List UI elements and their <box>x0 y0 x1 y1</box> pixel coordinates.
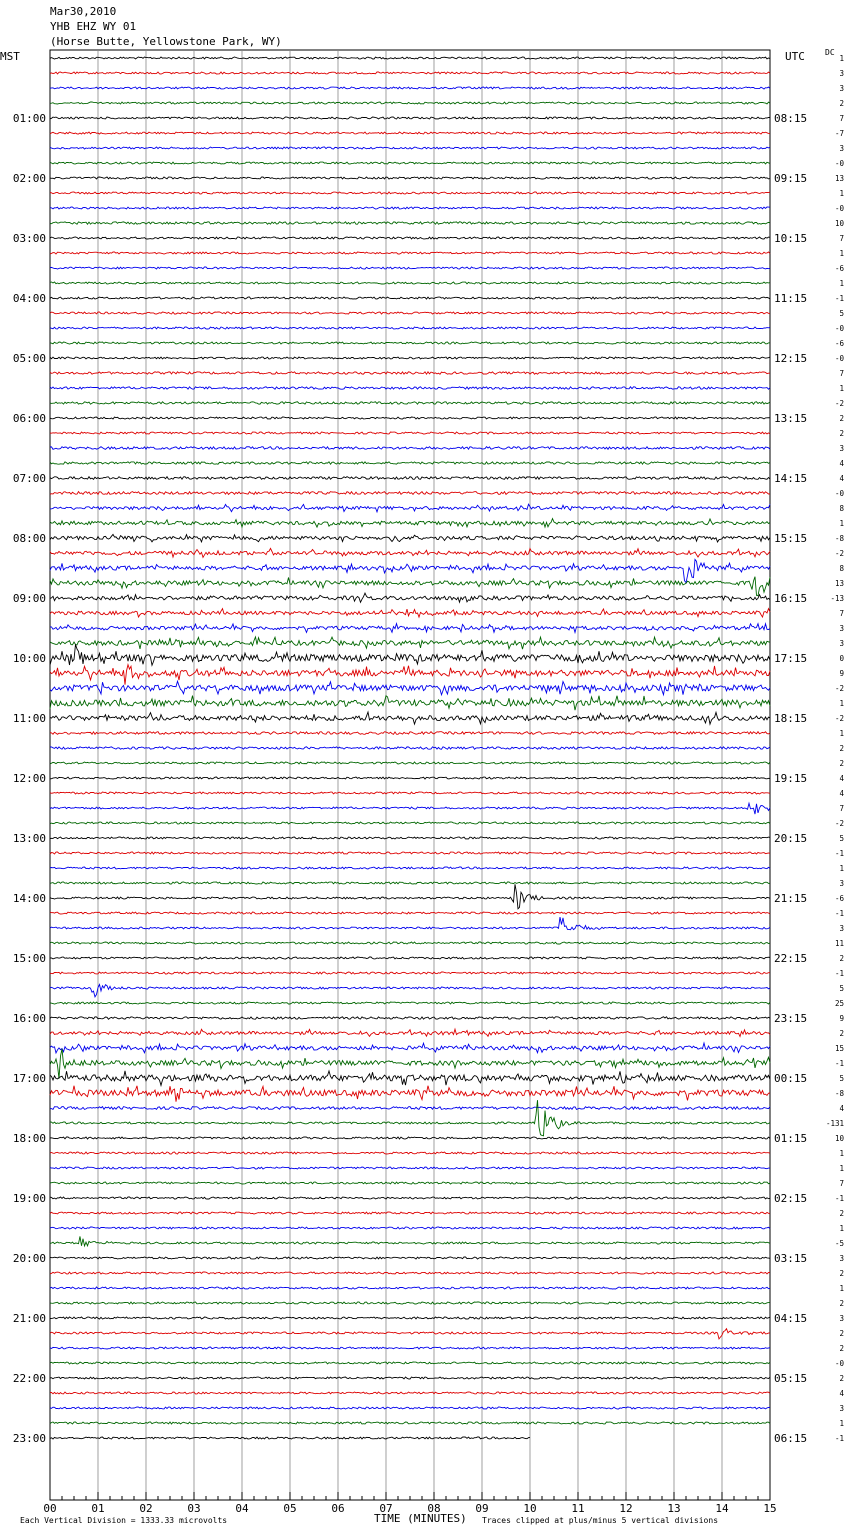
dc-offset-value: 2 <box>839 414 844 423</box>
seismic-trace <box>50 1362 770 1364</box>
hour-label-utc: 20:15 <box>774 832 808 845</box>
dc-offset-value: 3 <box>839 69 844 78</box>
seismic-trace <box>50 312 770 314</box>
x-tick-label: 06 <box>331 1502 345 1515</box>
x-tick-label: 07 <box>379 1502 393 1515</box>
hour-label-mst: 19:00 <box>12 1192 46 1205</box>
seismic-trace <box>50 162 770 164</box>
x-tick-label: 04 <box>235 1502 249 1515</box>
dc-offset-value: -1 <box>834 969 844 978</box>
dc-offset-value: -2 <box>834 714 844 723</box>
x-tick-label: 00 <box>43 1502 57 1515</box>
seismic-trace <box>50 696 770 711</box>
dc-offset-value: 5 <box>839 1074 844 1083</box>
seismic-trace <box>50 1347 770 1349</box>
seismic-trace <box>50 867 770 869</box>
x-tick-label: 03 <box>187 1502 201 1515</box>
seismic-trace <box>50 462 770 464</box>
hour-label-utc: 16:15 <box>774 592 808 605</box>
dc-offset-value: 2 <box>839 99 844 108</box>
dc-offset-value: 3 <box>839 924 844 933</box>
x-tick-label: 08 <box>427 1502 441 1515</box>
left-time-labels <box>13 112 46 1445</box>
dc-offset-value: -1 <box>834 909 844 918</box>
dc-offset-value: -1 <box>834 1434 844 1443</box>
hour-label-mst: 06:00 <box>12 412 46 425</box>
hour-label-utc: 09:15 <box>774 172 808 185</box>
dc-offset-value: 1 <box>839 1149 844 1158</box>
station-code: YHB EHZ WY 01 <box>50 20 137 33</box>
seismic-trace <box>50 732 770 735</box>
dc-offset-value: 0 <box>839 654 844 663</box>
seismic-trace <box>50 177 770 179</box>
x-tick-label: 05 <box>283 1502 297 1515</box>
dc-offset-value: 8 <box>839 564 844 573</box>
seismic-trace <box>50 1272 770 1274</box>
seismic-trace <box>50 387 770 389</box>
hour-label-utc: 03:15 <box>774 1252 808 1265</box>
seismic-trace <box>50 297 770 299</box>
dc-offset-value: 1 <box>839 519 844 528</box>
dc-offset-value: 4 <box>839 1104 844 1113</box>
dc-offset-value: 2 <box>839 1209 844 1218</box>
hour-label-utc: 19:15 <box>774 772 808 785</box>
seismic-trace <box>50 237 770 239</box>
seismic-trace <box>50 222 770 224</box>
dc-offset-value: -2 <box>834 684 844 693</box>
hour-label-mst: 08:00 <box>12 532 46 545</box>
dc-offset-value: 2 <box>839 1344 844 1353</box>
seismic-trace <box>50 644 770 665</box>
clip-note: Traces clipped at plus/minus 5 vertical divisions <box>482 1516 719 1525</box>
dc-offset-value: 1 <box>839 729 844 738</box>
dc-offset-value: 3 <box>839 879 844 888</box>
dc-offset-value: -1 <box>834 849 844 858</box>
seismic-trace <box>50 957 770 959</box>
dc-offset-value: 7 <box>839 804 844 813</box>
seismic-trace <box>50 884 770 909</box>
dc-offset-value: 4 <box>839 774 844 783</box>
dc-offset-value: 4 <box>839 1389 844 1398</box>
seismic-trace <box>50 492 770 495</box>
hour-label-utc: 00:15 <box>774 1072 808 1085</box>
dc-offset-value: 1 <box>839 189 844 198</box>
x-tick-label: 02 <box>139 1502 153 1515</box>
dc-header-label: DC <box>825 48 835 57</box>
x-tick-label: 12 <box>619 1502 633 1515</box>
dc-offset-value: 1 <box>839 699 844 708</box>
x-tick-label: 10 <box>523 1502 537 1515</box>
seismic-trace <box>50 593 770 602</box>
hour-label-mst: 12:00 <box>12 772 46 785</box>
seismic-trace <box>50 624 770 633</box>
hour-label-mst: 05:00 <box>12 352 46 365</box>
x-tick-label: 14 <box>715 1502 729 1515</box>
hour-label-utc: 11:15 <box>774 292 808 305</box>
dc-offset-value: 1 <box>839 249 844 258</box>
dc-offset-value: 9 <box>839 669 844 678</box>
x-tick-label: 13 <box>667 1502 681 1515</box>
hour-label-utc: 21:15 <box>774 892 808 905</box>
hour-label-utc: 06:15 <box>774 1432 808 1445</box>
seismic-trace <box>50 282 770 284</box>
x-tick-label: 01 <box>91 1502 105 1515</box>
hour-label-mst: 14:00 <box>12 892 46 905</box>
hour-label-mst: 18:00 <box>12 1132 46 1145</box>
dc-offset-value: -6 <box>834 264 844 273</box>
dc-offset-value: -131 <box>825 1119 844 1128</box>
scale-note: Each Vertical Division = 1333.33 microvolts <box>20 1516 228 1525</box>
dc-offset-value: -6 <box>834 339 844 348</box>
dc-offset-value: -0 <box>834 354 844 363</box>
seismic-trace <box>50 559 770 582</box>
seismic-trace <box>50 1002 770 1004</box>
dc-offset-value: 1 <box>839 1224 844 1233</box>
dc-offset-value: 1 <box>839 279 844 288</box>
seismic-trace <box>50 117 770 119</box>
seismic-trace <box>50 342 770 344</box>
dc-offset-value: -6 <box>834 894 844 903</box>
dc-offset-value: -8 <box>834 534 844 543</box>
seismic-trace <box>50 747 770 749</box>
seismic-trace <box>50 132 770 134</box>
seismic-trace <box>50 519 770 528</box>
seismic-trace <box>50 1422 770 1424</box>
seismic-trace <box>50 837 770 839</box>
dc-offset-value: 3 <box>839 444 844 453</box>
seismic-trace <box>50 432 770 434</box>
seismic-trace <box>50 665 770 685</box>
seismic-trace <box>50 87 770 89</box>
x-axis-title: TIME (MINUTES) <box>374 1512 467 1525</box>
dc-offset-value: 3 <box>839 1314 844 1323</box>
seismic-trace <box>50 1167 770 1169</box>
seismic-trace <box>50 147 770 149</box>
seismic-trace <box>50 267 770 269</box>
hour-label-mst: 20:00 <box>12 1252 46 1265</box>
seismic-trace <box>50 1049 770 1079</box>
hour-label-mst: 09:00 <box>12 592 46 605</box>
seismic-trace <box>50 1329 770 1339</box>
seismic-trace <box>50 972 770 974</box>
dc-offset-value: 15 <box>834 1044 844 1053</box>
hour-label-mst: 23:00 <box>12 1432 46 1445</box>
seismic-trace <box>50 1377 770 1379</box>
seismic-trace <box>50 402 770 404</box>
seismic-trace <box>50 417 770 419</box>
hour-label-mst: 16:00 <box>12 1012 46 1025</box>
seismic-trace <box>50 577 770 596</box>
seismic-trace <box>50 912 770 914</box>
seismic-trace <box>50 882 770 884</box>
seismic-trace <box>50 681 770 695</box>
dc-offset-value: 2 <box>839 1299 844 1308</box>
hour-label-utc: 22:15 <box>774 952 808 965</box>
hour-label-mst: 15:00 <box>12 952 46 965</box>
dc-offset-value: -0 <box>834 159 844 168</box>
dc-offset-value: 2 <box>839 744 844 753</box>
seismic-trace <box>50 57 770 59</box>
hour-label-utc: 04:15 <box>774 1312 808 1325</box>
seismic-trace <box>50 327 770 329</box>
dc-offset-value: 1 <box>839 1164 844 1173</box>
hour-label-utc: 23:15 <box>774 1012 808 1025</box>
dc-offset-value: 2 <box>839 1329 844 1338</box>
dc-offset-value: 2 <box>839 1029 844 1038</box>
x-tick-label: 11 <box>571 1502 585 1515</box>
dc-offset-value: -8 <box>834 1089 844 1098</box>
seismic-trace <box>50 477 770 480</box>
hour-label-mst: 21:00 <box>12 1312 46 1325</box>
hour-label-utc: 15:15 <box>774 532 808 545</box>
seismic-trace <box>50 637 770 649</box>
hour-label-mst: 13:00 <box>12 832 46 845</box>
dc-offset-value: 8 <box>839 504 844 513</box>
seismic-trace <box>50 917 770 930</box>
dc-offset-value: 3 <box>839 1404 844 1413</box>
dc-offset-value: -0 <box>834 204 844 213</box>
left-timezone-label: MST <box>0 50 20 63</box>
hour-label-utc: 01:15 <box>774 1132 808 1145</box>
seismic-trace <box>50 1227 770 1229</box>
dc-offset-value: -0 <box>834 489 844 498</box>
dc-offset-value: 10 <box>834 219 844 228</box>
hour-label-mst: 04:00 <box>12 292 46 305</box>
dc-offset-value: 1 <box>839 1419 844 1428</box>
hour-label-mst: 02:00 <box>12 172 46 185</box>
dc-offset-value: 7 <box>839 369 844 378</box>
seismic-trace <box>50 1043 770 1053</box>
hour-label-mst: 11:00 <box>12 712 46 725</box>
seismic-trace <box>50 357 770 359</box>
hour-label-mst: 17:00 <box>12 1072 46 1085</box>
dc-offset-value: -2 <box>834 549 844 558</box>
dc-offset-value: 13 <box>834 579 844 588</box>
dc-offset-value: 11 <box>834 939 844 948</box>
seismic-trace <box>50 792 770 794</box>
dc-offset-value: 13 <box>834 174 844 183</box>
seismic-trace <box>50 1017 770 1019</box>
dc-offset-value: 2 <box>839 759 844 768</box>
dc-offset-labels <box>826 54 845 1443</box>
seismic-trace <box>50 1086 770 1102</box>
hour-label-utc: 12:15 <box>774 352 808 365</box>
hour-label-mst: 10:00 <box>12 652 46 665</box>
seismic-trace <box>50 504 770 512</box>
dc-offset-value: 7 <box>839 114 844 123</box>
dc-offset-value: 7 <box>839 609 844 618</box>
dc-offset-value: 4 <box>839 474 844 483</box>
seismic-trace <box>50 548 770 557</box>
seismic-trace <box>50 372 770 374</box>
seismic-trace <box>50 609 770 618</box>
dc-offset-value: -1 <box>834 1194 844 1203</box>
dc-offset-value: 7 <box>839 234 844 243</box>
dc-offset-value: 2 <box>839 1269 844 1278</box>
dc-offset-value: 4 <box>839 789 844 798</box>
hour-label-utc: 05:15 <box>774 1372 808 1385</box>
dc-offset-value: -7 <box>834 129 844 138</box>
seismic-trace <box>50 942 770 944</box>
seismic-trace <box>50 1137 770 1139</box>
hour-label-utc: 14:15 <box>774 472 808 485</box>
dc-offset-value: 1 <box>839 864 844 873</box>
dc-offset-value: -1 <box>834 294 844 303</box>
seismic-trace <box>50 1287 770 1289</box>
dc-offset-value: 9 <box>839 1014 844 1023</box>
hour-label-mst: 01:00 <box>12 112 46 125</box>
dc-offset-value: -1 <box>834 1059 844 1068</box>
dc-offset-value: -13 <box>830 594 844 603</box>
seismic-trace <box>50 1236 770 1246</box>
dc-offset-value: 10 <box>834 1134 844 1143</box>
dc-offset-value: 3 <box>839 1254 844 1263</box>
dc-offset-value: 5 <box>839 309 844 318</box>
dc-offset-value: 3 <box>839 639 844 648</box>
dc-offset-value: 4 <box>839 459 844 468</box>
hour-label-utc: 02:15 <box>774 1192 808 1205</box>
hour-label-utc: 13:15 <box>774 412 808 425</box>
hour-label-utc: 10:15 <box>774 232 808 245</box>
dc-offset-value: 3 <box>839 84 844 93</box>
seismic-trace <box>50 852 770 854</box>
seismic-trace <box>50 72 770 74</box>
dc-offset-value: 3 <box>839 624 844 633</box>
hour-label-utc: 18:15 <box>774 712 808 725</box>
right-timezone-label: UTC <box>785 50 805 63</box>
seismic-trace <box>50 1107 770 1110</box>
seismic-trace <box>50 1212 770 1214</box>
dc-offset-value: 5 <box>839 834 844 843</box>
seismic-trace <box>50 1257 770 1259</box>
seismic-trace <box>50 712 770 724</box>
dc-offset-value: -5 <box>834 1239 844 1248</box>
seismic-trace <box>50 534 770 542</box>
dc-offset-value: 2 <box>839 429 844 438</box>
seismic-trace <box>50 1029 770 1036</box>
station-location: (Horse Butte, Yellowstone Park, WY) <box>50 35 282 48</box>
hour-label-mst: 03:00 <box>12 232 46 245</box>
seismic-trace <box>50 1152 770 1154</box>
right-time-labels <box>774 112 807 1445</box>
seismic-trace <box>50 252 770 254</box>
record-date: Mar30,2010 <box>50 5 117 18</box>
seismic-trace <box>50 1071 770 1086</box>
dc-offset-value: 1 <box>839 384 844 393</box>
x-tick-label: 15 <box>763 1502 777 1515</box>
hour-label-utc: 08:15 <box>774 112 808 125</box>
seismic-trace <box>50 192 770 194</box>
dc-offset-value: 2 <box>839 1374 844 1383</box>
hour-label-utc: 17:15 <box>774 652 808 665</box>
x-tick-label: 09 <box>475 1502 489 1515</box>
seismic-trace <box>50 985 770 997</box>
seismic-trace <box>50 762 770 764</box>
dc-offset-value: -0 <box>834 1359 844 1368</box>
trace-group <box>50 57 770 1439</box>
seismic-trace <box>50 1182 770 1184</box>
dc-offset-value: 5 <box>839 984 844 993</box>
seismic-trace <box>50 1197 770 1199</box>
hour-label-mst: 07:00 <box>12 472 46 485</box>
seismic-trace <box>50 803 770 814</box>
hour-label-mst: 22:00 <box>12 1372 46 1385</box>
seismic-trace <box>50 447 770 450</box>
dc-offset-value: 1 <box>839 54 844 63</box>
dc-offset-value: 7 <box>839 1179 844 1188</box>
dc-offset-value: 25 <box>834 999 844 1008</box>
seismic-trace <box>50 1317 770 1319</box>
dc-offset-value: 1 <box>839 1284 844 1293</box>
seismic-trace <box>50 1302 770 1304</box>
seismic-trace <box>50 102 770 104</box>
seismic-trace <box>50 1392 770 1394</box>
seismic-trace <box>50 822 770 824</box>
dc-offset-value: 3 <box>839 144 844 153</box>
dc-offset-value: -2 <box>834 399 844 408</box>
dc-offset-value: -2 <box>834 819 844 828</box>
dc-offset-value: 2 <box>839 954 844 963</box>
seismic-trace <box>50 777 770 779</box>
dc-offset-value: -0 <box>834 324 844 333</box>
seismic-trace <box>50 207 770 209</box>
seismic-trace <box>50 1407 770 1409</box>
seismic-trace <box>50 1100 770 1136</box>
